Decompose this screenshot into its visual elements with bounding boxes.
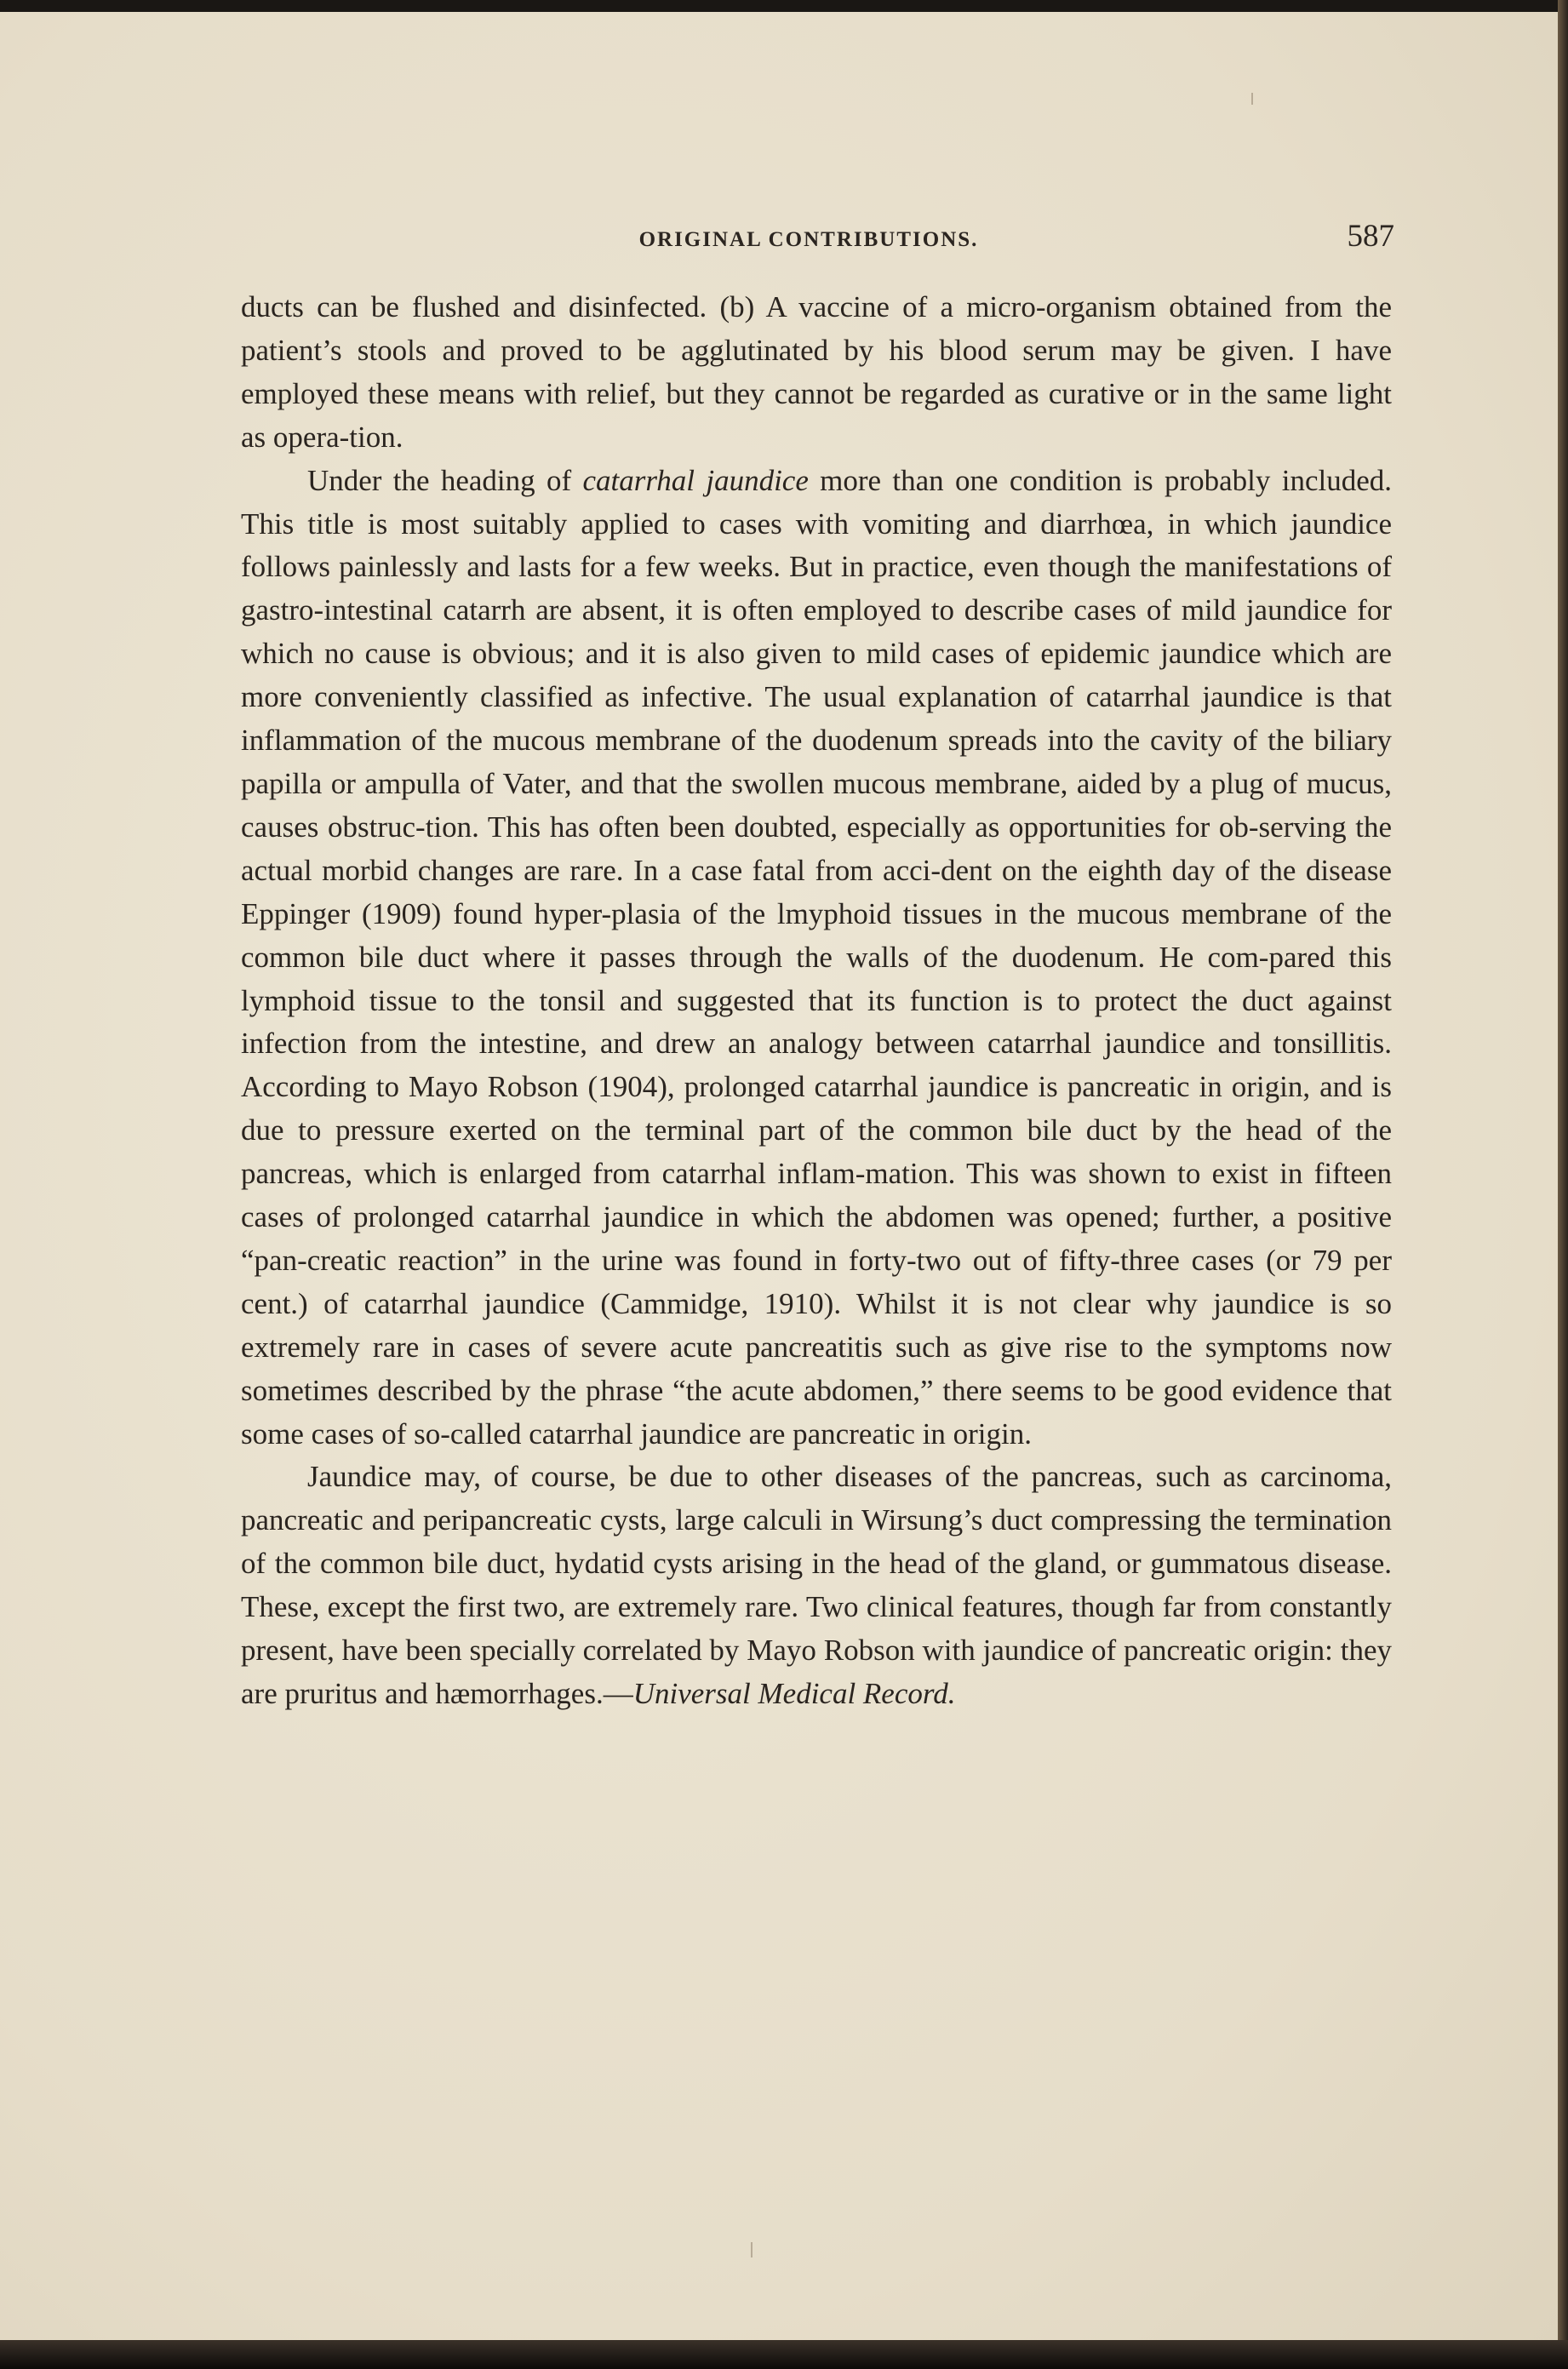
- book-edge-bottom: [0, 2340, 1568, 2369]
- source-citation: Universal Medical Record.: [632, 1677, 956, 1710]
- running-head: [223, 215, 1394, 257]
- running-title: ORIGINAL CONTRIBUTIONS.: [638, 228, 979, 251]
- paper-speck: [751, 2242, 753, 2257]
- paragraph-2-lead: Under the heading of: [307, 463, 583, 497]
- paragraph-1: ducts can be flushed and disinfected. (b) A vaccine of a micro-organism obtained from the patient’s stools and proved to be agglutinated by his blood serum may be given. I have employed these means with relief, but they cannot be regarded as curative or in the same light as opera-tion.: [241, 290, 1392, 454]
- paper-speck: [1251, 93, 1253, 105]
- book-page: [0, 12, 1558, 2340]
- paragraph-2-body: more than one condition is probably included. This title is most suitably applied to cases with vomiting and diarrhœa, in which jaundice follows painlessly and lasts for a few weeks. But in practice, even though the manifestations of gastro-intestinal catarrh are absent, it is often employed to describe cases of mild jaundice for which no cause is obvious; and it is also given to mild cases of epidemic jaundice which are more conveniently classified as infective. The usual explanation of catarrhal jaundice is that inflammation of the mucous membrane of the duodenum spreads into the cavity of the biliary papilla or ampulla of Vater, and that the swollen mucous membrane, aided by a plug of mucus, causes obstruc-tion. This has often been doubted, especially as opportunities for ob-serving the actual morbid changes are rare. In a case fatal from acci-dent on the eighth day of the disease Eppinger (1909) found hyper-plasia of the lmyphoid tissues in the mucous membrane of the common bile duct where it passes through the walls of the duodenum. He com-pared this lymphoid tissue to the tonsil and suggested that its function is to protect the duct against infection from the intestine, and drew an analogy between catarrhal jaundice and tonsillitis. According to Mayo Robson (1904), prolonged catarrhal jaundice is pancreatic in origin, and is due to pressure exerted on the terminal part of the common bile duct by the head of the pancreas, which is enlarged from catarrhal inflam-mation. This was shown to exist in fifteen cases of prolonged catarrhal jaundice in which the abdomen was opened; further, a positive “pan-creatic reaction” in the urine was found in forty-two out of fifty-three cases (or 79 per cent.) of catarrhal jaundice (Cammidge, 1910). Whilst it is not clear why jaundice is so extremely rare in cases of severe acute pancreatitis such as give rise to the symptoms now sometimes described by the phrase “the acute abdomen,” there seems to be good evidence that some cases of so-called catarrhal jaundice are pancreatic in origin.: [241, 463, 1392, 1451]
- term-catarrhal-jaundice: catarrhal jaundice: [582, 463, 809, 497]
- paragraph-3: [241, 1456, 1392, 1715]
- paragraph-2: [241, 460, 1392, 1456]
- paragraph-3-body: Jaundice may, of course, be due to other diseases of the pancreas, such as carcinoma, pancreatic and peripancreatic cysts, large calculi in Wirsung’s duct compressing the termination of the common bile duct, hydatid cysts arising in the head of the gland, or gummatous disease. These, except the first two, are extremely rare. Two clinical features, though far from constantly present, have been specially correlated by Mayo Robson with jaundice of pancreatic origin: they are pruritus and hæmorrhages.—: [241, 1460, 1392, 1710]
- book-edge-right: [1558, 0, 1568, 2369]
- page-number: 587: [1347, 219, 1394, 254]
- body-text: [241, 286, 1392, 1716]
